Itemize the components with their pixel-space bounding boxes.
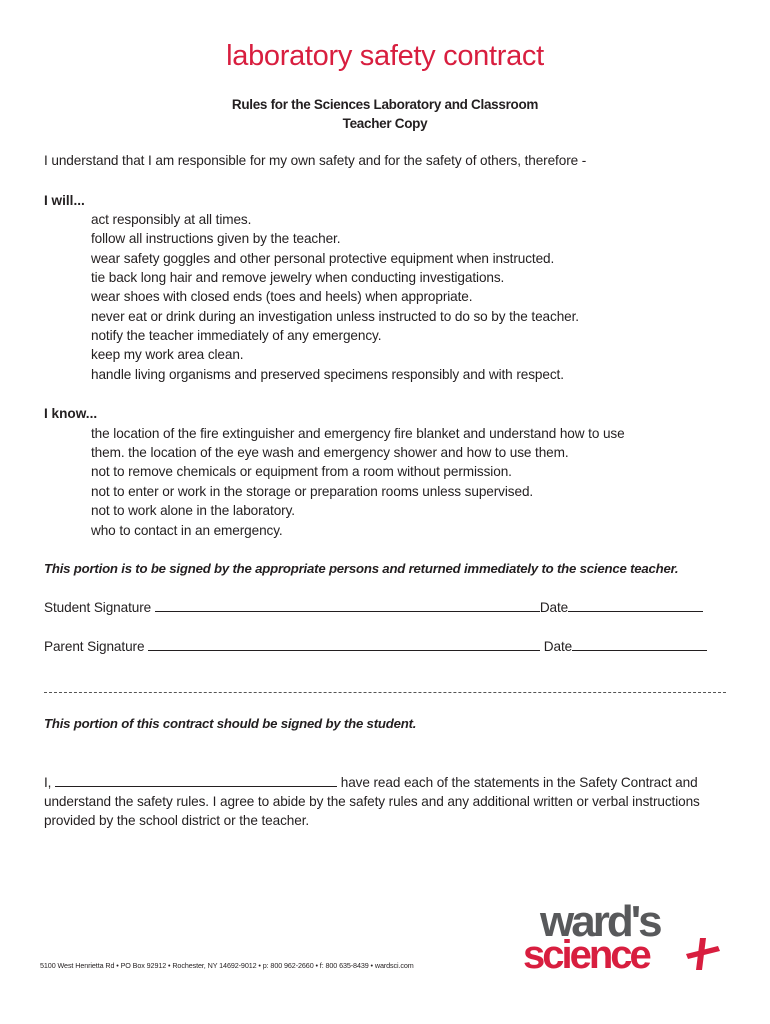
statement-prefix: I, xyxy=(44,775,52,790)
student-name-field[interactable] xyxy=(55,774,337,787)
statement-line-3: provided by the school district or the teacher. xyxy=(44,813,310,828)
know-item: not to enter or work in the storage or preparation rooms unless supervised. xyxy=(91,484,534,499)
parent-signature-field[interactable] xyxy=(148,638,540,651)
student-signing-instructions: This portion of this contract should be signed by the student. xyxy=(44,716,417,731)
parent-date-label: Date xyxy=(543,639,573,654)
logo-science-text: science xyxy=(523,933,649,977)
will-item: notify the teacher immediately of any emergency. xyxy=(91,328,382,343)
will-item: never eat or drink during an investigation unless instructed to do so by the teacher. xyxy=(91,309,579,324)
student-signature-label: Student Signature xyxy=(44,600,152,615)
will-heading: I will... xyxy=(44,193,85,208)
will-item: wear safety goggles and other personal protective equipment when instructed. xyxy=(91,251,555,266)
will-item: act responsibly at all times. xyxy=(91,212,252,227)
know-item: them. the location of the eye wash and emergency shower and how to use them. xyxy=(91,445,569,460)
footer-address: 5100 West Henrietta Rd • PO Box 92912 • Rochester, NY 14692-9012 • p: 800 962-2660 • f: 800 635-8439 • wardsci.com xyxy=(40,961,414,970)
parent-signature-label: Parent Signature xyxy=(44,639,145,654)
will-item: tie back long hair and remove jewelry when conducting investigations. xyxy=(91,270,505,285)
know-heading: I know... xyxy=(44,406,98,421)
wards-science-logo xyxy=(520,898,730,978)
student-date-label: Date xyxy=(539,600,569,615)
subtitle: Rules for the Sciences Laboratory and Classroom xyxy=(231,97,539,112)
will-item: handle living organisms and preserved specimens responsibly and with respect. xyxy=(91,367,564,382)
will-item: follow all instructions given by the teacher. xyxy=(91,231,341,246)
student-date-field[interactable] xyxy=(568,599,703,612)
know-item: not to work alone in the laboratory. xyxy=(91,503,295,518)
statement-line-2: understand the safety rules. I agree to abide by the safety rules and any additional written or verbal instructions xyxy=(44,794,700,809)
parent-signature-row xyxy=(44,638,707,654)
statement-line1-text: have read each of the statements in the Safety Contract and xyxy=(340,775,698,790)
student-signature-row xyxy=(44,599,703,615)
signing-instructions: This portion is to be signed by the appropriate persons and returned immediately to the science teacher. xyxy=(44,561,679,576)
logo-wards-text: ward's xyxy=(540,898,660,946)
student-signature-field[interactable] xyxy=(155,599,540,612)
know-item: not to remove chemicals or equipment from a room without permission. xyxy=(91,464,512,479)
parent-date-field[interactable] xyxy=(572,638,707,651)
know-item: who to contact in an emergency. xyxy=(91,523,283,538)
copy-label: Teacher Copy xyxy=(342,116,428,131)
page-title: laboratory safety contract xyxy=(226,40,544,72)
will-item: keep my work area clean. xyxy=(91,347,244,362)
will-item: wear shoes with closed ends (toes and heels) when appropriate. xyxy=(91,289,473,304)
cut-line xyxy=(44,692,726,693)
know-item: the location of the fire extinguisher and emergency fire blanket and understand how to use xyxy=(91,426,625,441)
intro-text: I understand that I am responsible for my own safety and for the safety of others, therefore - xyxy=(44,153,587,168)
statement-line-1 xyxy=(44,774,698,790)
